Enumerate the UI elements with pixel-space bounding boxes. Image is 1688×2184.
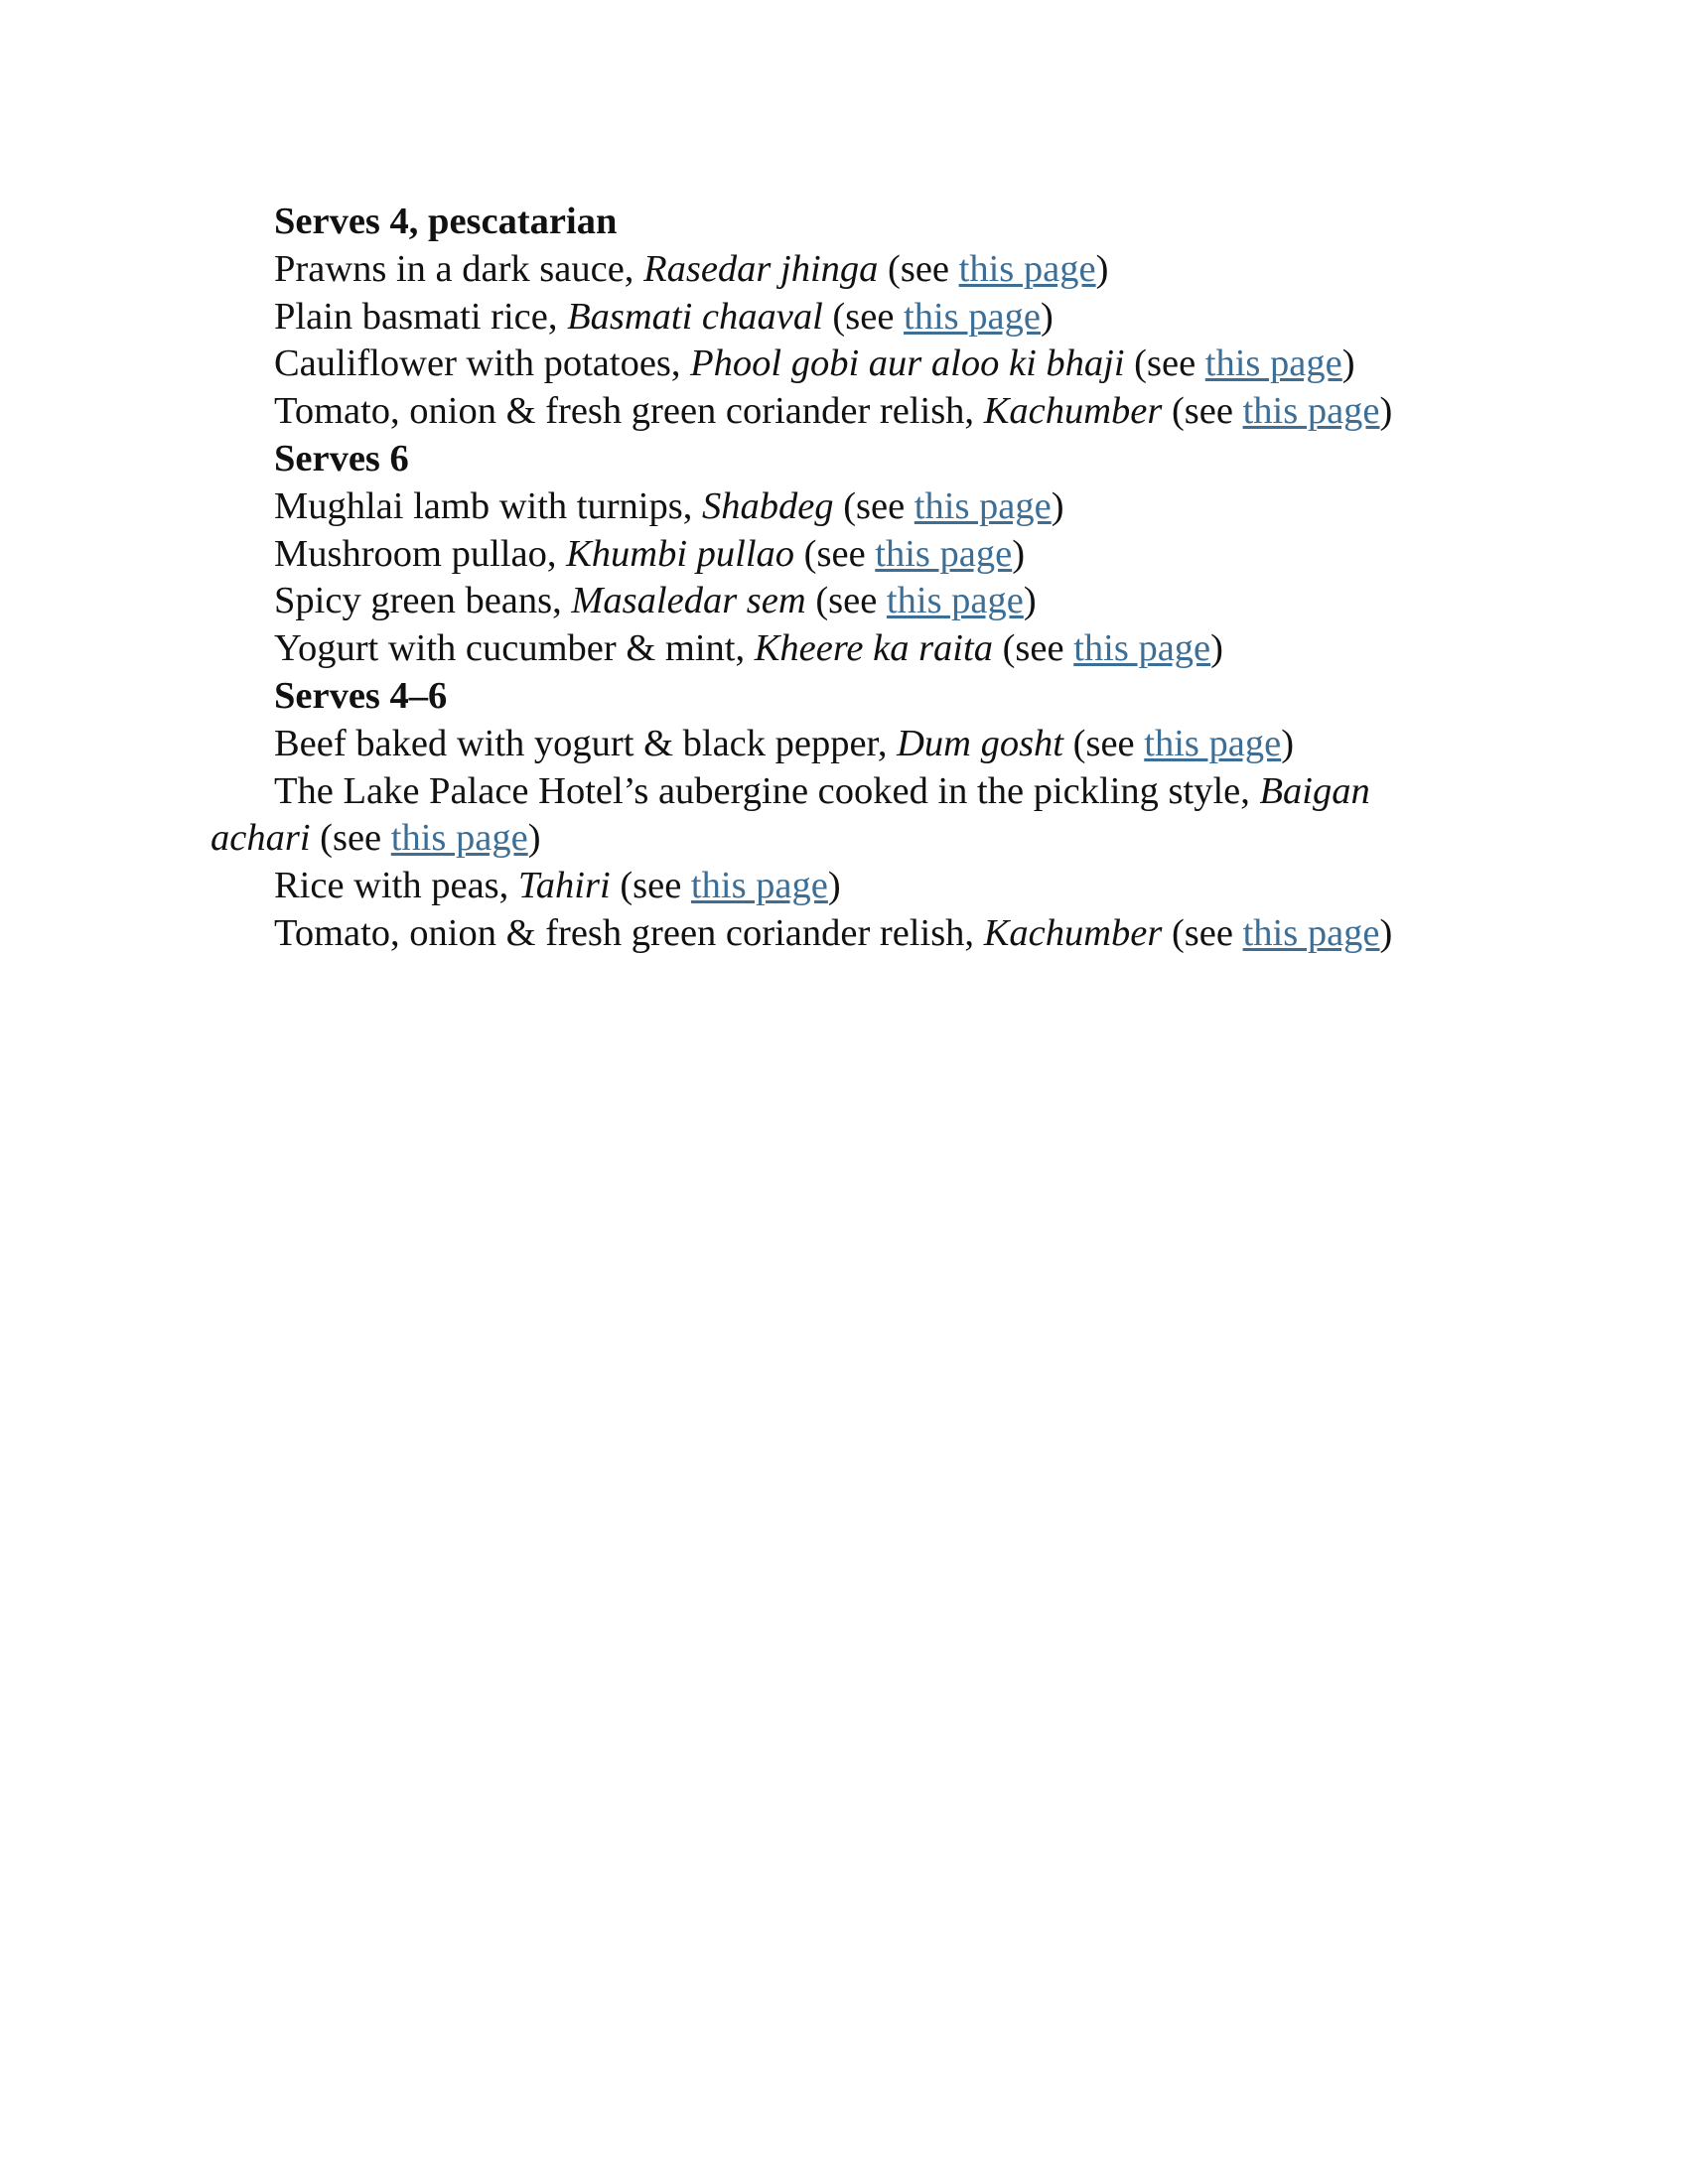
menu-item: [211, 863, 1462, 910]
dish-description: Tomato, onion & fresh green coriander relish,: [274, 390, 984, 433]
close-paren: ): [1012, 532, 1026, 575]
see-text: (see: [1162, 390, 1243, 433]
menu-item: [211, 483, 1462, 531]
dish-description: Beef baked with yogurt & black pepper,: [274, 722, 898, 764]
dish-description: The Lake Palace Hotel’s aubergine cooked in the pickling style,: [274, 769, 1260, 812]
page-link[interactable]: this page: [914, 484, 1052, 527]
page-link[interactable]: this page: [1204, 342, 1342, 385]
dish-name: Kachumber: [983, 390, 1163, 433]
see-text: (see: [878, 247, 959, 290]
dish-name: Phool gobi aur aloo ki bhaji: [690, 342, 1125, 385]
dish-description: Cauliflower with potatoes,: [274, 342, 691, 385]
see-text: (see: [833, 484, 914, 527]
see-text: (see: [1063, 722, 1145, 764]
page-link[interactable]: this page: [875, 532, 1013, 575]
see-text: (see: [610, 865, 691, 907]
see-text: (see: [794, 532, 876, 575]
see-text: (see: [1162, 911, 1243, 954]
close-paren: ): [1051, 484, 1064, 527]
menu-item: [211, 388, 1462, 436]
dish-description: Prawns in a dark sauce,: [274, 247, 644, 290]
page-link[interactable]: this page: [904, 295, 1041, 338]
page-link[interactable]: this page: [958, 247, 1096, 290]
menu-item: [211, 625, 1462, 673]
page-link[interactable]: this page: [690, 865, 828, 907]
close-paren: ): [527, 817, 541, 860]
menu-item: [211, 721, 1462, 768]
section-heading: Serves 4–6: [274, 674, 448, 717]
close-paren: ): [1379, 911, 1393, 954]
close-paren: ): [1210, 627, 1223, 670]
dish-description: Mughlai lamb with turnips,: [274, 484, 702, 527]
dish-name: Shabdeg: [701, 484, 834, 527]
close-paren: ): [1095, 247, 1109, 290]
page-link[interactable]: this page: [886, 580, 1024, 622]
page-link[interactable]: this page: [1144, 722, 1282, 764]
close-paren: ): [1023, 580, 1037, 622]
dish-description: Yogurt with cucumber & mint,: [274, 627, 755, 670]
close-paren: ): [827, 865, 841, 907]
close-paren: ): [1281, 722, 1295, 764]
dish-name: Basmati chaaval: [567, 295, 823, 338]
page-link[interactable]: this page: [1242, 390, 1380, 433]
dish-name: Masaledar sem: [571, 580, 806, 622]
close-paren: ): [1341, 342, 1355, 385]
menu-item: [211, 294, 1462, 341]
see-text: (see: [310, 817, 391, 860]
menu-list: [211, 199, 1462, 958]
see-text: (see: [992, 627, 1074, 670]
close-paren: ): [1040, 295, 1054, 338]
dish-description: Tomato, onion & fresh green coriander relish,: [274, 911, 984, 954]
menu-item: [211, 531, 1462, 579]
menu-item: [211, 578, 1462, 625]
dish-name: Tahiri: [517, 865, 611, 907]
dish-name: Kheere ka raita: [754, 627, 993, 670]
see-text: (see: [805, 580, 887, 622]
dish-description: Rice with peas,: [274, 865, 518, 907]
menu-item: [211, 910, 1462, 958]
dish-name: Baigan achari: [211, 769, 1370, 860]
dish-description: Spicy green beans,: [274, 580, 572, 622]
dish-name: Dum gosht: [897, 722, 1064, 764]
page-link[interactable]: this page: [390, 817, 528, 860]
dish-name: Khumbi pullao: [566, 532, 795, 575]
see-text: (see: [1124, 342, 1205, 385]
menu-item: [211, 246, 1462, 294]
see-text: (see: [822, 295, 905, 338]
menu-item: [211, 341, 1462, 388]
section-heading: Serves 4, pescatarian: [274, 201, 618, 242]
dish-name: Rasedar jhinga: [643, 247, 879, 290]
page-link[interactable]: this page: [1242, 911, 1380, 954]
section-heading: Serves 6: [274, 437, 409, 479]
close-paren: ): [1379, 390, 1393, 433]
dish-name: Kachumber: [983, 911, 1163, 954]
page-link[interactable]: this page: [1073, 627, 1211, 670]
menu-item: [211, 768, 1462, 864]
dish-description: Mushroom pullao,: [274, 532, 567, 575]
dish-description: Plain basmati rice,: [274, 295, 568, 338]
